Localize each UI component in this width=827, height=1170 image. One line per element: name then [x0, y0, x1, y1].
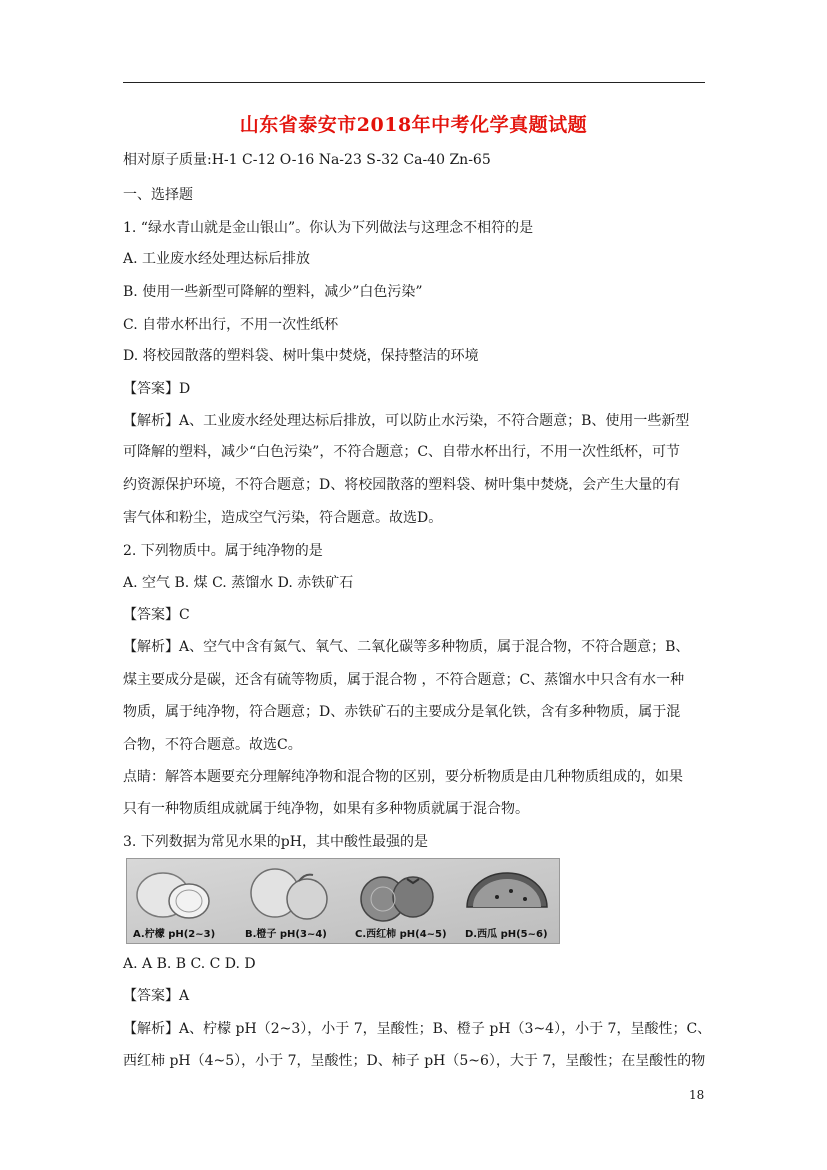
q2-note-line: 点睛：解答本题要充分理解纯净物和混合物的区别，要分析物质是由几种物质组成的，如果 [123, 769, 683, 785]
q2-note-line: 只有一种物质组成就属于纯净物，如果有多种物质就属于混合物。 [123, 801, 529, 817]
q2-explanation-line: 物质，属于纯净物，符合题意；D、赤铁矿石的主要成分是氧化铁，含有多种物质，属于混 [123, 704, 681, 720]
q1-option-b: B. 使用一些新型可降解的塑料，减少”白色污染” [123, 284, 423, 300]
page-number: 18 [689, 1088, 705, 1102]
q3-options: A. A B. B C. C D. D [123, 956, 256, 972]
tomato-image [361, 877, 433, 921]
caption-orange: B.橙子 pH(3~4) [245, 929, 327, 940]
q3-answer: 【答案】A [123, 988, 190, 1004]
atomic-masses: 相对原子质量:H-1 C-12 O-16 Na-23 S-32 Ca-40 Zn-65 [123, 152, 491, 168]
question-1: 1. “绿水青山就是金山银山”。你认为下列做法与这理念不相符的是 [123, 220, 534, 236]
caption-tomato: C.西红柿 pH(4~5) [355, 929, 447, 940]
section-heading: 一、选择题 [123, 187, 193, 203]
q1-explanation-line: 【解析】A、工业废水经处理达标后排放，可以防止水污染，不符合题意；B、使用一些新型 [123, 413, 690, 429]
q3-explanation-line: 西红柿 pH（4~5），小于 7，呈酸性；D、柿子 pH（5~6），大于 7，呈酸性；在呈酸性的物 [123, 1053, 706, 1069]
q1-option-c: C. 自带水杯出行，不用一次性纸杯 [123, 317, 339, 333]
q1-option-d: D. 将校园散落的塑料袋、树叶集中焚烧，保持整洁的环境 [123, 348, 479, 364]
q1-explanation-line: 可降解的塑料，减少“白色污染”，不符合题意；C、自带水杯出行，不用一次性纸杯，可节 [123, 444, 681, 460]
question-2: 2. 下列物质中。属于纯净物的是 [123, 543, 323, 559]
question-3: 3. 下列数据为常见水果的pH，其中酸性最强的是 [123, 834, 428, 850]
q2-explanation-line: 【解析】A、空气中含有氮气、氧气、二氧化碳等多种物质，属于混合物，不符合题意；B、 [123, 639, 690, 655]
q3-explanation-line: 【解析】A、柠檬 pH（2~3），小于 7，呈酸性；B、橙子 pH（3~4），小于 7，呈酸性；C、 [123, 1021, 712, 1037]
q2-answer: 【答案】C [123, 607, 190, 623]
header-rule [123, 82, 705, 83]
q2-explanation-line: 煤主要成分是碳，还含有硫等物质，属于混合物 ，不符合题意；C、蒸馏水中只含有水一种 [123, 672, 685, 688]
q1-explanation-line: 害气体和粉尘，造成空气污染，符合题意。故选D。 [123, 510, 443, 526]
q1-explanation-line: 约资源保护环境，不符合题意；D、将校园散落的塑料袋、树叶集中焚烧，会产生大量的有 [123, 477, 681, 493]
q1-option-a: A. 工业废水经处理达标后排放 [123, 251, 311, 267]
document-title: 山东省泰安市2018年中考化学真题试题 [239, 114, 588, 136]
caption-watermelon: D.西瓜 pH(5~6) [465, 929, 548, 940]
caption-lemon: A.柠檬 pH(2~3) [133, 929, 216, 940]
q1-answer: 【答案】D [123, 381, 191, 397]
q2-explanation-line: 合物，不符合题意。故选C。 [123, 737, 302, 753]
q2-options: A. 空气 B. 煤 C. 蒸馏水 D. 赤铁矿石 [123, 575, 354, 591]
fruit-ph-figure [126, 858, 560, 944]
